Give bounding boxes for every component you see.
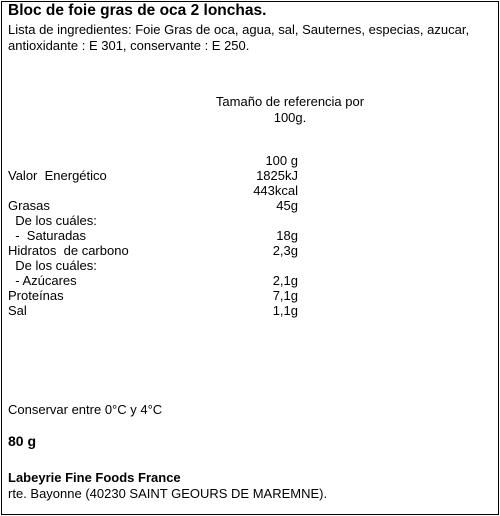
nutrition-value-sugars: 2,1g bbox=[272, 273, 298, 288]
ingredients-line-1: Lista de ingredientes: Foie Gras de oca, agua, sal, Sauternes, especias, azucar, bbox=[8, 22, 470, 37]
nutrition-value-salt: 1,1g bbox=[272, 303, 298, 318]
company-address: rte. Bayonne (40230 SAINT GEOURS DE MAREMNE). bbox=[8, 486, 328, 501]
net-weight: 80 g bbox=[8, 433, 37, 449]
nutrition-value-energy-kj: 1825kJ bbox=[256, 168, 298, 183]
company-name: Labeyrie Fine Foods France bbox=[8, 470, 181, 485]
ingredients-line-2: antioxidante : E 301, conservante : E 250. bbox=[8, 38, 250, 53]
reference-size-line-2: 100g. bbox=[273, 110, 307, 125]
nutrition-label-saturated: - Saturadas bbox=[8, 228, 87, 243]
nutrition-label-energy: Valor Energético bbox=[8, 168, 107, 183]
nutrition-label-carbs-of-which: De los cuáles: bbox=[8, 258, 97, 273]
nutrition-value-protein: 7,1g bbox=[272, 288, 298, 303]
nutrition-label-carbohydrates: Hidratos de carbono bbox=[8, 243, 129, 258]
nutrition-column-header: 100 g bbox=[265, 153, 298, 168]
nutrition-label-sugars: - Azúcares bbox=[8, 273, 77, 288]
nutrition-value-saturated: 18g bbox=[276, 228, 298, 243]
storage-instructions: Conservar entre 0°C y 4°C bbox=[8, 402, 163, 417]
nutrition-label-fat-of-which: De los cuáles: bbox=[8, 213, 97, 228]
nutrition-label-protein: Proteínas bbox=[8, 288, 64, 303]
reference-size-line-1: Tamaño de referencia por bbox=[215, 94, 365, 109]
nutrition-value-carbohydrates: 2,3g bbox=[272, 243, 298, 258]
nutrition-label-fat: Grasas bbox=[8, 198, 50, 213]
nutrition-value-energy-kcal: 443kcal bbox=[253, 183, 298, 198]
product-title: Bloc de foie gras de oca 2 lonchas. bbox=[8, 2, 267, 19]
nutrition-label-salt: Sal bbox=[8, 303, 27, 318]
nutrition-value-fat: 45g bbox=[276, 198, 298, 213]
